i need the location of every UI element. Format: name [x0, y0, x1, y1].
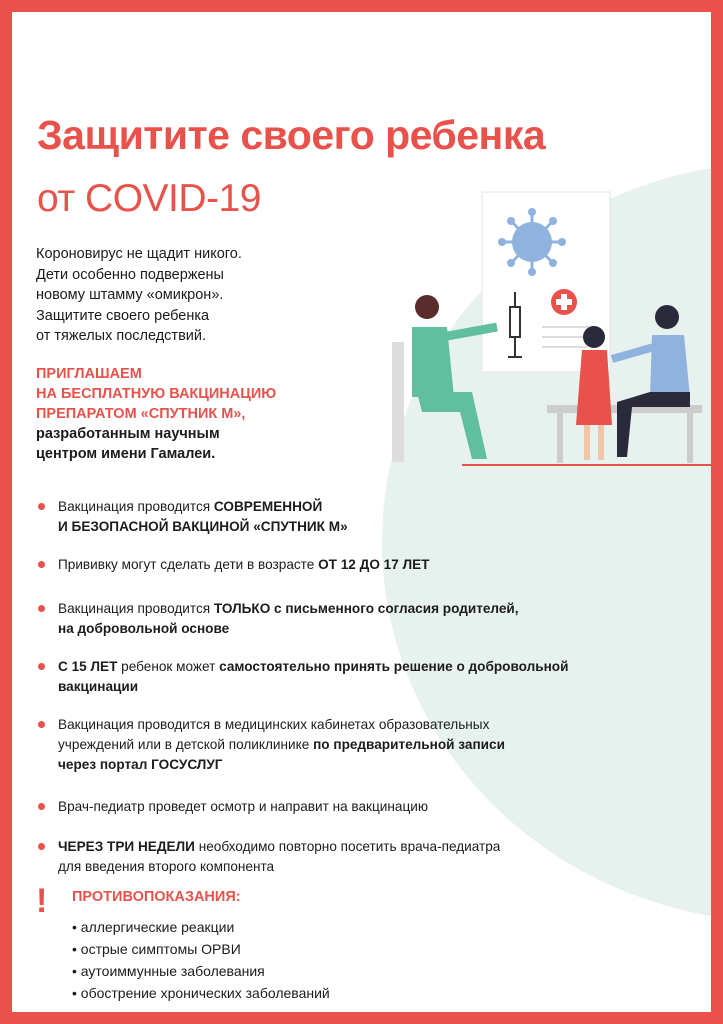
bold-text: на добровольной основе: [58, 621, 230, 636]
list-item: • аллергические реакции: [72, 919, 235, 935]
text: необходимо повторно посетить врача-педиатра: [194, 839, 501, 854]
invite-line: НА БЕСПЛАТНУЮ ВАКЦИНАЦИЮ: [36, 386, 277, 402]
text: Вакцинация проводится в медицинских кабинетах образовательных: [58, 717, 490, 732]
text: ребенок может: [117, 659, 220, 674]
contraindications-list: [72, 916, 330, 1004]
contraindications-title: ПРОТИВОПОКАЗАНИЯ:: [72, 889, 241, 905]
doctor-figure: [392, 295, 497, 462]
bold-text: через портал ГОСУСЛУГ: [58, 757, 223, 772]
intro-line: Защитите своего ребенка: [36, 307, 210, 324]
text: Прививку могут сделать дети в возрасте: [58, 557, 319, 572]
bold-text: С 15 ЛЕТ: [58, 659, 118, 674]
list-item: [36, 599, 676, 639]
text: Вакцинация проводится: [58, 499, 214, 514]
intro-line: от тяжелых последствий.: [36, 328, 207, 344]
intro-text: [36, 244, 336, 347]
intro-line: новому штамму «омикрон».: [36, 287, 224, 303]
text: Вакцинация проводится: [58, 601, 214, 616]
bold-text: СОВРЕМЕННОЙ: [213, 499, 323, 514]
intro-line: Короновирус не щадит никого.: [36, 246, 242, 262]
list-item: • острые симптомы ОРВИ: [72, 941, 241, 957]
title-line-1: Защитите своего ребенка: [37, 112, 546, 158]
list-item: • обострение хронических заболеваний: [72, 985, 330, 1001]
exclamation-icon: !: [36, 882, 48, 920]
bold-text: ОТ 12 ДО 17 ЛЕТ: [318, 557, 430, 572]
parent-figure: [612, 305, 690, 457]
text: Врач-педиатр проведет осмотр и направит на вакцинацию: [58, 799, 429, 814]
list-item: [36, 497, 676, 537]
bold-text: самостоятельно принять решение о добровольной: [219, 659, 569, 674]
text: для введения второго компонента: [58, 859, 275, 874]
list-item: [36, 797, 676, 817]
list-item: [36, 837, 676, 877]
bold-text: вакцинации: [58, 679, 139, 694]
invite-line: ПРИГЛАШАЕМ: [36, 366, 142, 382]
bold-text: ЧЕРЕЗ ТРИ НЕДЕЛИ: [58, 839, 195, 854]
invite-line: ПРЕПАРАТОМ «СПУТНИК М»,: [36, 406, 246, 422]
medical-cross-icon: [551, 289, 577, 315]
intro-line: Дети особенно подвержены: [36, 266, 224, 283]
text: учреждений или в детской поликлинике: [58, 737, 314, 752]
invite-line: центром имени Гамалеи.: [36, 446, 216, 462]
bold-text: по предварительной записи: [313, 737, 505, 752]
bold-text: ТОЛЬКО с письменного согласия родителей,: [213, 601, 519, 616]
list-item: [36, 657, 676, 697]
list-item: [36, 715, 676, 775]
list-item: • аутоиммунные заболевания: [72, 963, 265, 979]
invite-line: разработанным научным: [36, 426, 220, 442]
title-line-2: от COVID-19: [37, 177, 261, 220]
vaccination-illustration: [372, 187, 712, 472]
virus-icon: [498, 208, 566, 276]
info-list: [36, 497, 676, 877]
list-item: [36, 555, 676, 575]
bold-text: И БЕЗОПАСНОЙ ВАКЦИНОЙ «СПУТНИК М»: [58, 519, 348, 534]
invitation: [36, 364, 276, 464]
